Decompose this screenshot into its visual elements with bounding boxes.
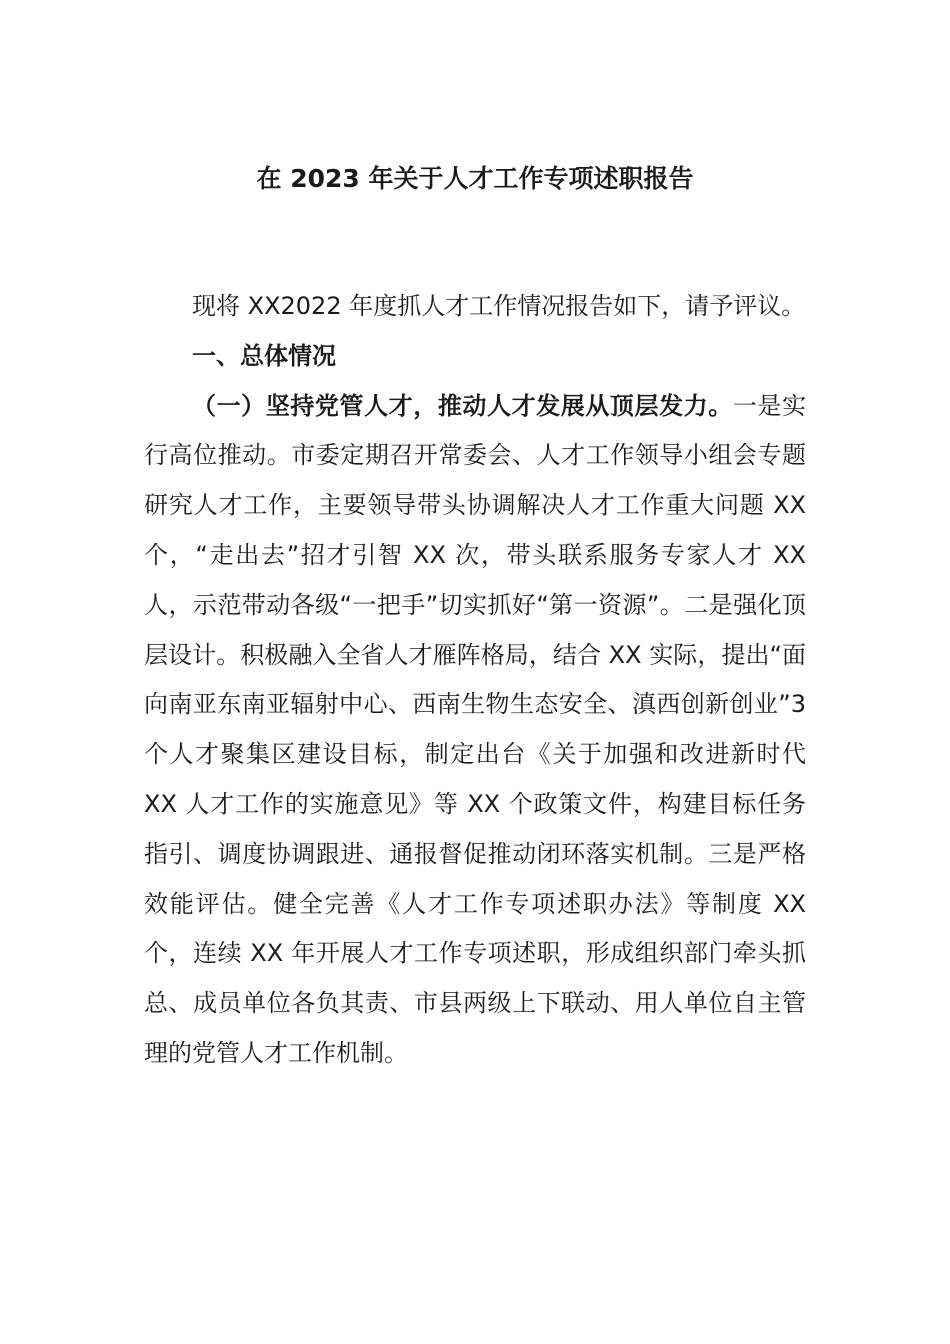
section-heading: 一、总体情况 — [192, 341, 336, 370]
subsection-lead: （一）坚持党管人才，推动人才发展从顶层发力。 — [192, 391, 733, 420]
intro-paragraph: 现将 XX2022 年度抓人才工作情况报告如下，请予评议。 — [192, 292, 806, 320]
subsection-body: 一是实行高位推动。市委定期召开常委会、人才工作领导小组会专题研究人才工作，主要领导带头协调解决人才工作重大问题 XX 个，“走出去”招才引智 XX 次，带头联系服务专家人才 XX 人，示范带动各级“一把手”切实抓好“第一资源”。二是强化顶层设计。积极融入全省人才雁阵格局，结合 XX 实际，提出“面向南亚东南亚辐射中心、西南生物生态安全、滇西创新创业”3 个人才聚集区建设目标，制定出台《关于加强和改进新时代 XX 人才工作的实施意见》等 XX 个政策文件，构建目标任务指引、调度协调跟进、通报督促推动闭环落实机制。三是严格效能评估。健全完善《人才工作专项述职办法》等制度 XX 个，连续 XX 年开展人才工作专项述职，形成组织部门牵头抓总、成员单位各负其责、市县两级上下联动、用人单位自主管理的党管人才工作机制。 — [144, 391, 807, 1067]
document-body — [144, 282, 806, 1079]
subsection-paragraph — [144, 382, 806, 1079]
document-title: 在 2023 年关于人才工作专项述职报告 — [256, 164, 694, 193]
